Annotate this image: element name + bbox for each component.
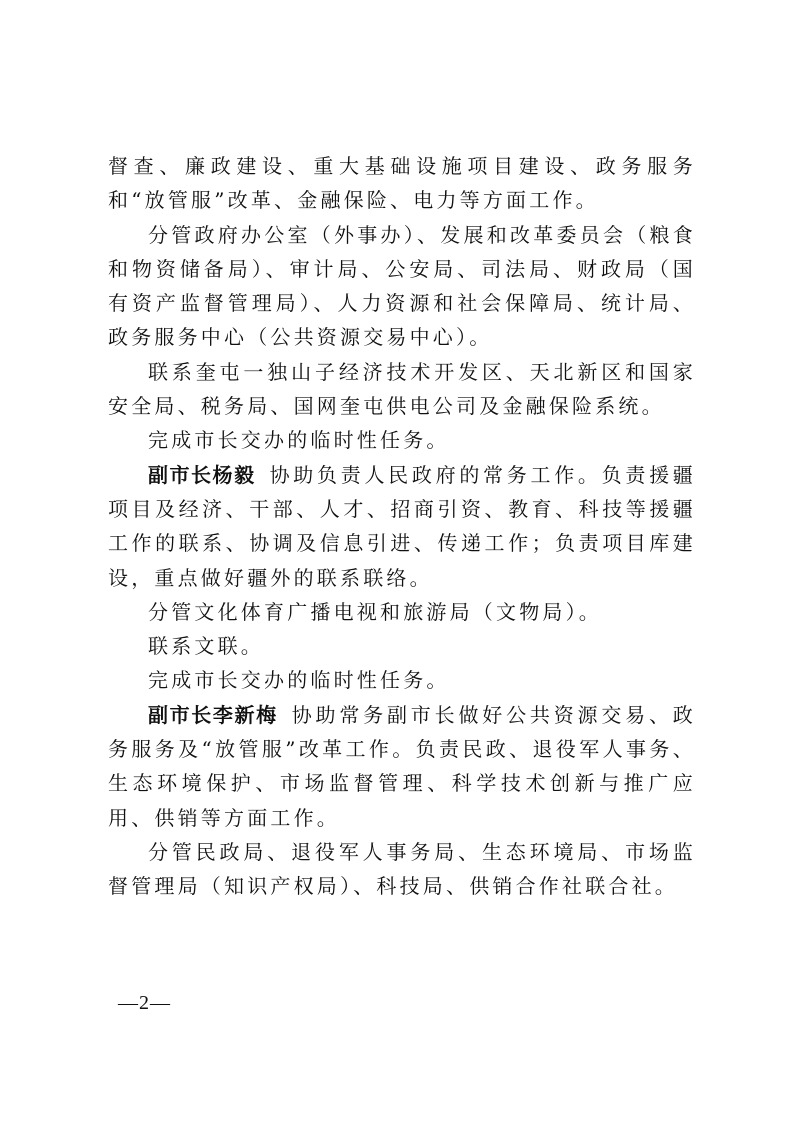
paragraph-5-lead: 副市长杨毅 xyxy=(148,462,256,487)
paragraph-7-text: 联系文联。 xyxy=(148,634,264,659)
paragraph-3-text: 联系奎屯一独山子经济技术开发区、天北新区和国家安全局、税务局、国网奎屯供电公司及金融保险系统。 xyxy=(108,359,696,419)
paragraph-1-text: 督查、廉政建设、重大基础设施项目建设、政务服务和“放管服”改革、金融保险、电力等方面工作。 xyxy=(108,154,696,213)
paragraph-6 xyxy=(108,595,696,629)
paragraph-5 xyxy=(108,458,696,595)
paragraph-4 xyxy=(108,423,696,457)
paragraph-8-text: 完成市长交办的临时性任务。 xyxy=(148,668,450,693)
paragraph-9 xyxy=(108,698,696,835)
paragraph-2-text: 分管政府办公室（外事办）、发展和改革委员会（粮食和物资储备局）、审计局、公安局、司法局、财政局（国有资产监督管理局）、人力资源和社会保障局、统计局、政务服务中心（公共资源交易中心）。 xyxy=(108,222,696,350)
document-body xyxy=(108,149,696,904)
paragraph-4-text: 完成市长交办的临时性任务。 xyxy=(148,428,450,453)
paragraph-7 xyxy=(108,629,696,663)
paragraph-9-lead: 副市长李新梅 xyxy=(148,702,278,727)
paragraph-10-text: 分管民政局、退役军人事务局、生态环境局、市场监督管理局（知识产权局）、科技局、供销合作社联合社。 xyxy=(108,839,696,899)
paragraph-8 xyxy=(108,663,696,697)
page-number: —2— xyxy=(118,992,171,1014)
paragraph-2 xyxy=(108,218,696,355)
paragraph-5-text: 协助负责人民政府的常务工作。负责援疆项目及经济、干部、人才、招商引资、教育、科技等援疆工作的联系、协调及信息引进、传递工作；负责项目库建设，重点做好疆外的联系联络。 xyxy=(108,462,696,590)
paragraph-9-text: 协助常务副市长做好公共资源交易、政务服务及“放管服”改革工作。负责民政、退役军人事务、生态环境保护、市场监督管理、科学技术创新与推广应用、供销等方面工作。 xyxy=(108,702,697,830)
paragraph-6-text: 分管文化体育广播电视和旅游局（文物局）。 xyxy=(148,599,602,624)
paragraph-3 xyxy=(108,355,696,424)
paragraph-10 xyxy=(108,835,696,904)
paragraph-1 xyxy=(108,149,696,218)
